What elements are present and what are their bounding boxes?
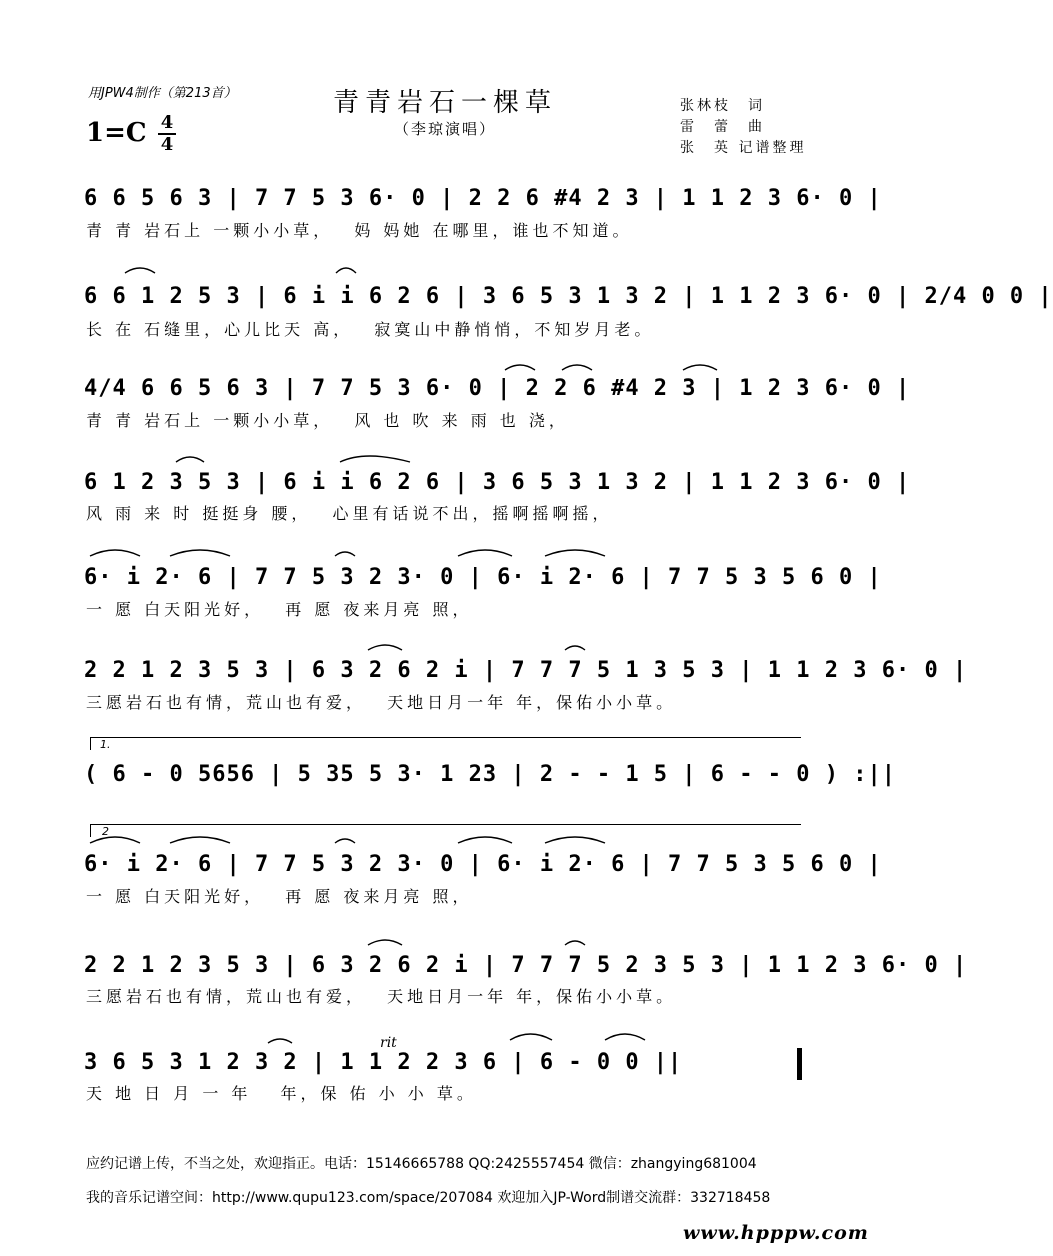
system-4-notes: 6 1 2 3 5 3 | 6 i i 6 2 6 | 3 6 5 3 1 3 2 | 1 1 2 3 6· 0 | [84, 470, 911, 495]
system-1-notes: 6 6 5 6 3 | 7 7 5 3 6· 0 | 2 2 6 #4 2 3 | 1 1 2 3 6· 0 | [84, 186, 882, 211]
footer-contact: 应约记谱上传，不当之处，欢迎指正。电话：15146665788 QQ:2425557454 微信：zhangying681004 [86, 1156, 757, 1172]
system-2-lyrics: 长 在 石缝里，心儿比天 高， 寂寞山中静悄悄，不知岁月老。 [86, 320, 655, 339]
volta-second-number: 2 [102, 825, 109, 838]
system-6-lyrics: 三愿岩石也有情，荒山也有爱， 天地日月一年 年，保佑小小草。 [86, 693, 677, 712]
final-barline [797, 1048, 802, 1080]
system-4-lyrics: 风 雨 来 时 挺挺身 腰， 心里有话说不出，摇啊摇啊摇， [86, 504, 613, 523]
system-10-lyrics: 天 地 日 月 一 年 年，保 佑 小 小 草。 [86, 1084, 477, 1103]
composer-credit: 雷 蕾 曲 [680, 119, 765, 135]
system-9-notes: 2 2 1 2 3 5 3 | 6 3 2 6 2 i | 7 7 7 5 2 3 5 3 | 1 1 2 3 6· 0 | [84, 953, 968, 978]
lyricist-credit: 张林枝 词 [680, 98, 765, 114]
time-signature-top: 4 [160, 112, 174, 133]
system-5-notes: 6· i 2· 6 | 7 7 5 3 2 3· 0 | 6· i 2· 6 | 7 7 5 3 5 6 0 | [84, 565, 882, 590]
arranger-credit: 张 英 记谱整理 [680, 140, 807, 156]
key-signature: 1=C [86, 118, 147, 148]
system-3-lyrics: 青 青 岩石上 一颗小小草， 风 也 吹 来 雨 也 浇， [86, 411, 569, 430]
system-8-lyrics: 一 愿 白天阳光好， 再 愿 夜来月亮 照， [86, 887, 473, 906]
footer-space-link[interactable]: 我的音乐记谱空间：http://www.qupu123.com/space/207084 欢迎加入JP-Word制谱交流群：332718458 [86, 1190, 771, 1206]
time-signature-bottom: 4 [160, 134, 174, 155]
system-5-lyrics: 一 愿 白天阳光好， 再 愿 夜来月亮 照， [86, 600, 473, 619]
maker-note: 用JPW4制作（第213首） [88, 86, 237, 101]
singer-credit: （李琼演唱） [393, 120, 496, 138]
system-7-notes: ( 6 - 0 5656 | 5 35 5 3· 1 23 | 2 - - 1 5 | 6 - - 0 ) :|| [84, 762, 896, 787]
song-title: 青青岩石一棵草 [332, 88, 557, 118]
system-3-notes: 4/4 6 6 5 6 3 | 7 7 5 3 6· 0 | 2 2 6 #4 2 3 | 1 2 3 6· 0 | [84, 376, 911, 401]
system-8-notes: 6· i 2· 6 | 7 7 5 3 2 3· 0 | 6· i 2· 6 | 7 7 5 3 5 6 0 | [84, 852, 882, 877]
ritardando-marking: rit [380, 1035, 397, 1051]
volta-first-number: 1. [100, 738, 111, 751]
system-2-notes: 6 6 1 2 5 3 | 6 i i 6 2 6 | 3 6 5 3 1 3 2 | 1 1 2 3 6· 0 | 2/4 0 0 | [84, 284, 1053, 309]
system-10-notes: 3 6 5 3 1 2 3 2 | 1 1 2 2 3 6 | 6 - 0 0 || [84, 1050, 683, 1075]
system-1-lyrics: 青 青 岩石上 一颗小小草， 妈 妈她 在哪里，谁也不知道。 [86, 221, 633, 240]
site-watermark: www.hpppw.com [683, 1222, 869, 1244]
system-9-lyrics: 三愿岩石也有情，荒山也有爱， 天地日月一年 年，保佑小小草。 [86, 987, 677, 1006]
system-6-notes: 2 2 1 2 3 5 3 | 6 3 2 6 2 i | 7 7 7 5 1 3 5 3 | 1 1 2 3 6· 0 | [84, 658, 968, 683]
